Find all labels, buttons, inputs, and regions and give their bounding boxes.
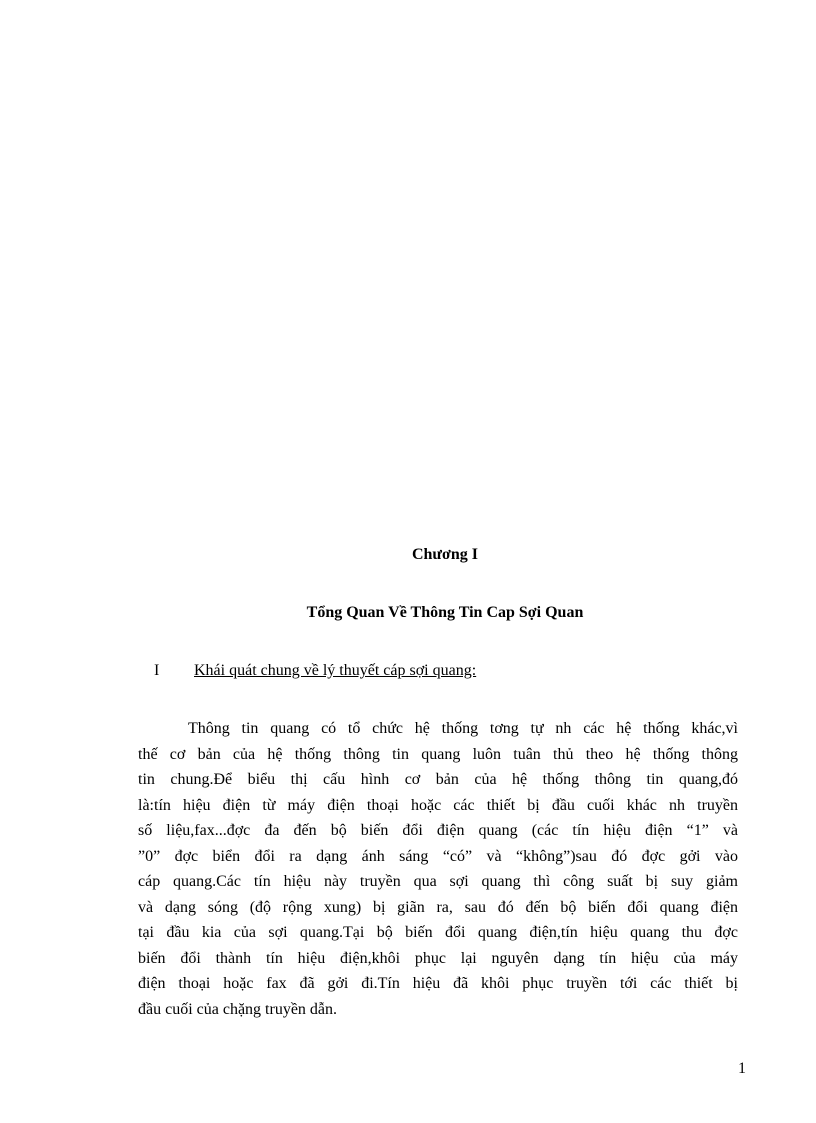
page-number: 1 [738, 1060, 746, 1077]
paragraph-line: tin chung.Để biểu thị cấu hình cơ bản của hệ thống thông tin quang,đó [138, 771, 738, 788]
section-heading [154, 662, 476, 680]
section-heading-text: Khái quát chung về lý thuyết cáp sợi quang: [194, 662, 477, 679]
body-paragraph [138, 716, 738, 1022]
paragraph-line: số liệu,fax...đợc đa đến bộ biến đổi điện quang (các tín hiệu điện “1” và [138, 822, 738, 839]
paragraph-line: điện thoại hoặc fax đã gởi đi.Tín hiệu đã khôi phục truyền tới các thiết bị [138, 975, 738, 992]
paragraph-line: ”0” đợc biển đổi ra dạng ánh sáng “có” và “không”)sau đó đợc gởi vào [138, 847, 738, 865]
paragraph-line: cáp quang.Các tín hiệu này truyền qua sợi quang thì công suất bị suy giảm [138, 873, 738, 890]
paragraph-line: và dạng sóng (độ rộng xung) bị giãn ra, sau đó đến bộ biến đổi quang điện [138, 898, 738, 916]
chapter-heading: Chương I [411, 546, 479, 563]
paragraph-line: tại đầu kia của sợi quang.Tại bộ biến đổi quang điện,tín hiệu quang thu đợc [138, 924, 738, 941]
paragraph-line: thế cơ bản của hệ thống thông tin quang luôn tuân thủ theo hệ thống thông [138, 745, 738, 763]
paragraph-line: là:tín hiệu điện từ máy điện thoại hoặc các thiết bị đầu cuối khác nh truyền [138, 796, 738, 814]
paragraph-line: biến đổi thành tín hiệu điện,khôi phục lại nguyên dạng tín hiệu của máy [138, 949, 738, 967]
chapter-title: Tổng Quan Về Thông Tin Cap Sợi Quan [306, 604, 584, 621]
section-number: I [154, 662, 160, 679]
paragraph-line: Thông tin quang có tổ chức hệ thống tơng tự nh các hệ thống khác,vì [188, 720, 738, 737]
paragraph-line: đầu cuối của chặng truyền dẫn. [138, 1000, 338, 1018]
